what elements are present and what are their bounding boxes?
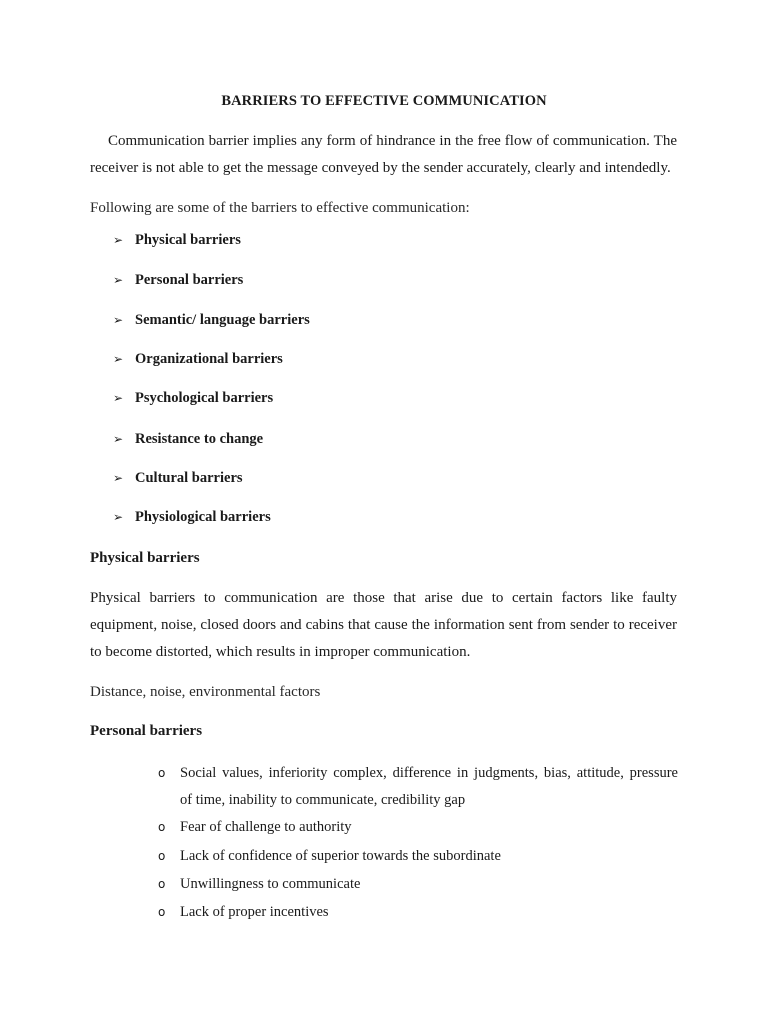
circle-bullet-icon: o xyxy=(158,905,166,919)
barrier-label: Cultural barriers xyxy=(135,470,243,486)
document-title: BARRIERS TO EFFECTIVE COMMUNICATION xyxy=(221,93,547,109)
circle-bullet-icon: o xyxy=(158,877,166,891)
list-item-line: Lack of confidence of superior towards the subordinate xyxy=(180,848,501,864)
list-item-text xyxy=(180,760,678,814)
list-item xyxy=(113,312,310,332)
list-item-line: of time, inability to communicate, credibility gap xyxy=(180,792,466,808)
physical-line-3: to become distorted, which results in improper communication. xyxy=(90,644,471,660)
physical-barriers-heading: Physical barriers xyxy=(90,550,200,566)
list-item xyxy=(113,232,241,252)
arrow-bullet-icon: ➢ xyxy=(113,352,124,366)
list-item xyxy=(113,390,273,410)
list-item-line: Social values, inferiority complex, difference in judgments, bias, attitude, pressure xyxy=(180,765,678,781)
list-item-text xyxy=(180,814,678,841)
list-item-text xyxy=(180,843,678,870)
barrier-label: Organizational barriers xyxy=(135,351,283,367)
list-item xyxy=(113,470,243,490)
following-text: Following are some of the barriers to effective communication: xyxy=(90,200,470,216)
list-item xyxy=(113,509,271,529)
arrow-bullet-icon: ➢ xyxy=(113,391,124,405)
list-item-text xyxy=(180,871,678,898)
list-item-line: Unwillingness to communicate xyxy=(180,876,361,892)
list-item xyxy=(113,272,243,292)
list-item xyxy=(113,431,263,451)
list-item xyxy=(158,871,678,898)
physical-factors-text: Distance, noise, environmental factors xyxy=(90,684,321,700)
arrow-bullet-icon: ➢ xyxy=(113,233,124,247)
barrier-label: Semantic/ language barriers xyxy=(135,312,310,328)
barrier-label: Physiological barriers xyxy=(135,509,271,525)
personal-barriers-heading: Personal barriers xyxy=(90,723,203,739)
physical-line-1: Physical barriers to communication are those that arise due to certain factors like faulty xyxy=(90,590,677,606)
barrier-label: Psychological barriers xyxy=(135,390,274,406)
arrow-bullet-icon: ➢ xyxy=(113,313,124,327)
list-item xyxy=(158,814,678,841)
arrow-bullet-icon: ➢ xyxy=(113,432,124,446)
circle-bullet-icon: o xyxy=(158,849,166,863)
arrow-bullet-icon: ➢ xyxy=(113,273,124,287)
list-item-text xyxy=(180,899,678,926)
intro-line-2: receiver is not able to get the message conveyed by the sender accurately, clearly and intendedly. xyxy=(90,160,671,176)
list-item-line: Fear of challenge to authority xyxy=(180,819,352,835)
list-item xyxy=(113,351,283,371)
circle-bullet-icon: o xyxy=(158,820,166,834)
intro-paragraph xyxy=(90,128,677,182)
physical-line-2: equipment, noise, closed doors and cabins that cause the information sent from sender to receiver xyxy=(90,617,677,633)
intro-line-1: Communication barrier implies any form of hindrance in the free flow of communication. The xyxy=(108,133,677,149)
arrow-bullet-icon: ➢ xyxy=(113,471,124,485)
list-item xyxy=(158,843,678,870)
barrier-label: Resistance to change xyxy=(135,431,264,447)
list-item xyxy=(158,760,678,814)
barrier-label: Personal barriers xyxy=(135,272,244,288)
list-item xyxy=(158,899,678,926)
list-item-line: Lack of proper incentives xyxy=(180,904,329,920)
circle-bullet-icon: o xyxy=(158,766,166,780)
arrow-bullet-icon: ➢ xyxy=(113,510,124,524)
barrier-label: Physical barriers xyxy=(135,232,241,248)
physical-paragraph xyxy=(90,585,677,666)
